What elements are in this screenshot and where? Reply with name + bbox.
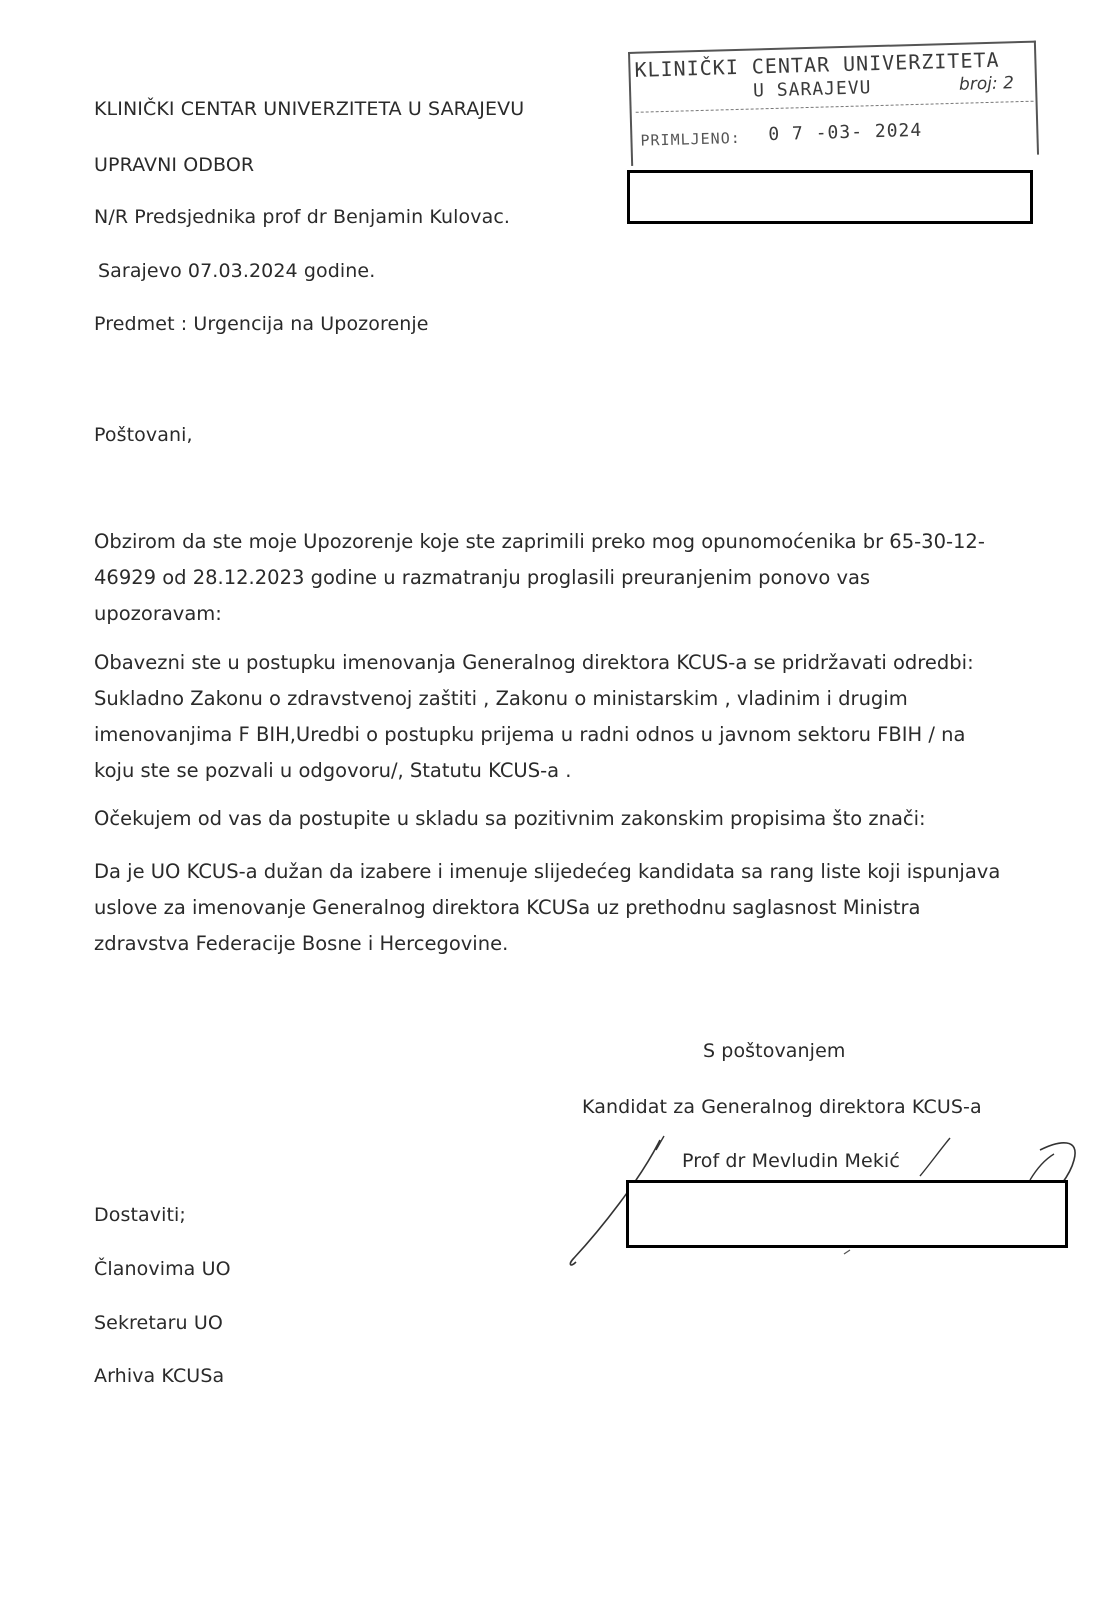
paragraph-line: koju ste se pozvali u odgovoru/, Statutu KCUS-a .	[94, 759, 572, 782]
place-date: Sarajevo 07.03.2024 godine.	[98, 260, 376, 282]
redaction-box	[627, 170, 1033, 224]
closing-name: Prof dr Mevludin Mekić	[682, 1150, 900, 1172]
subject-line: Predmet : Urgencija na Upozorenje	[94, 313, 429, 335]
paragraph-line: Obzirom da ste moje Upozorenje koje ste zaprimili preko mog opunomoćenika br 65-30-12-	[94, 530, 985, 553]
redaction-box	[626, 1180, 1068, 1248]
stamp-received-label: PRIMLJENO:	[640, 128, 742, 150]
paragraph-line: imenovanjima F BIH,Uredbi o postupku prijema u radni odnos u javnom sektoru FBIH / na	[94, 723, 966, 746]
stamp-city: U SARAJEVU	[752, 77, 872, 102]
recipient-board: UPRAVNI ODBOR	[94, 154, 255, 176]
paragraph-line: zdravstva Federacije Bosne i Hercegovine.	[94, 932, 509, 955]
delivery-recipient: Sekretaru UO	[94, 1312, 223, 1334]
delivery-recipient: Članovima UO	[94, 1258, 231, 1280]
stamp-number: broj: 2	[958, 73, 1015, 95]
delivery-recipient: Arhiva KCUSa	[94, 1365, 225, 1387]
stamp-received-date: 0 7 -03- 2024	[768, 119, 923, 146]
paragraph-line: Da je UO KCUS-a dužan da izabere i imenuje slijedećeg kandidata sa rang liste koji ispunjava	[94, 860, 1001, 883]
recipient-institution: KLINIČKI CENTAR UNIVERZITETA U SARAJEVU	[94, 98, 525, 120]
recipient-attention: N/R Predsjednika prof dr Benjamin Kulovac.	[94, 206, 511, 228]
closing-role: Kandidat za Generalnog direktora KCUS-a	[582, 1096, 982, 1118]
salutation: Poštovani,	[94, 424, 193, 446]
paragraph-demand	[94, 854, 1029, 962]
paragraph-line: upozoravam:	[94, 602, 222, 625]
delivery-title: Dostaviti;	[94, 1204, 186, 1226]
paragraph-line: Obavezni ste u postupku imenovanja Generalnog direktora KCUS-a se pridržavati odredbi:	[94, 651, 974, 674]
stamp-institution: KLINIČKI CENTAR UNIVERZITETA	[634, 47, 1000, 82]
paragraph-warning	[94, 524, 1029, 632]
paragraph-line: Sukladno Zakonu o zdravstvenoj zaštiti , Zakonu o ministarskim , vladinim i drugim	[94, 687, 908, 710]
paragraph-expectation	[94, 801, 1029, 837]
paragraph-line: 46929 od 28.12.2023 godine u razmatranju proglasili preuranjenim ponovo vas	[94, 566, 871, 589]
closing-regards: S poštovanjem	[703, 1040, 846, 1062]
paragraph-obligations	[94, 645, 1029, 789]
paragraph-line: Očekujem od vas da postupite u skladu sa pozitivnim zakonskim propisima što znači:	[94, 807, 926, 830]
paragraph-line: uslove za imenovanje Generalnog direktora KCUSa uz prethodnu saglasnost Ministra	[94, 896, 921, 919]
